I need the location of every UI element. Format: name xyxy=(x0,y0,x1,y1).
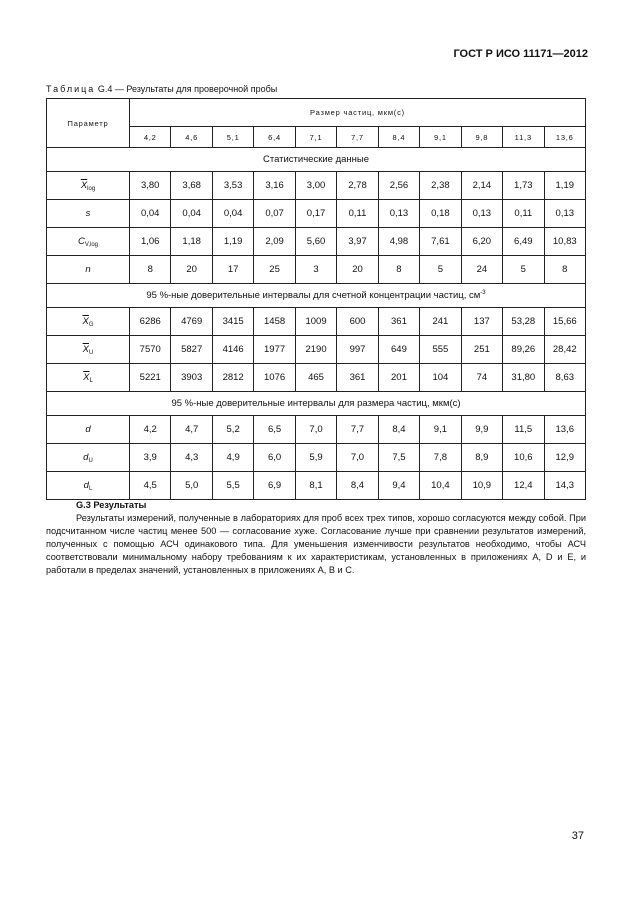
value-cell: 3,16 xyxy=(254,172,295,200)
param-cell xyxy=(47,364,130,392)
value-cell: 31,80 xyxy=(503,364,544,392)
param-symbol: $\overline{X}$ xyxy=(82,343,89,355)
value-cell: 11,5 xyxy=(503,416,544,444)
value-cell: 0,07 xyxy=(254,200,295,228)
param-cell xyxy=(47,444,130,472)
section-title-text: 95 %-ные доверительные интервалы для счетной концентрации частиц, см xyxy=(146,290,481,301)
value-cell: 201 xyxy=(378,364,419,392)
value-cell: 5,60 xyxy=(295,228,336,256)
size-cell: 7,7 xyxy=(337,127,378,148)
param-cell xyxy=(47,308,130,336)
value-cell: 7,5 xyxy=(378,444,419,472)
value-cell: 600 xyxy=(337,308,378,336)
value-cell: 7,8 xyxy=(420,444,461,472)
value-cell: 0,13 xyxy=(544,200,585,228)
value-cell: 8 xyxy=(378,256,419,284)
param-subscript: log xyxy=(87,185,96,192)
param-subscript: G xyxy=(88,321,94,328)
value-cell: 5,0 xyxy=(171,472,212,500)
value-cell: 251 xyxy=(461,336,502,364)
size-cell: 9,8 xyxy=(461,127,502,148)
caption-title: Результаты для проверочной пробы xyxy=(126,84,278,94)
value-cell: 5,9 xyxy=(295,444,336,472)
value-cell: 8,4 xyxy=(337,472,378,500)
value-cell: 0,04 xyxy=(130,200,171,228)
value-cell: 2,09 xyxy=(254,228,295,256)
param-cell xyxy=(47,416,130,444)
value-cell: 1009 xyxy=(295,308,336,336)
value-cell: 2,56 xyxy=(378,172,419,200)
value-cell: 7570 xyxy=(130,336,171,364)
size-cell: 9,1 xyxy=(420,127,461,148)
table-row xyxy=(47,336,586,364)
param-cell xyxy=(47,336,130,364)
value-cell: 465 xyxy=(295,364,336,392)
value-cell: 5221 xyxy=(130,364,171,392)
value-cell: 17 xyxy=(212,256,253,284)
value-cell: 4,9 xyxy=(212,444,253,472)
table-row xyxy=(47,444,586,472)
value-cell: 4,3 xyxy=(171,444,212,472)
table-row xyxy=(47,364,586,392)
value-cell: 3415 xyxy=(212,308,253,336)
value-cell: 10,4 xyxy=(420,472,461,500)
caption-label: Таблица xyxy=(46,84,96,94)
value-cell: 649 xyxy=(378,336,419,364)
value-cell: 3,9 xyxy=(130,444,171,472)
value-cell: 6,5 xyxy=(254,416,295,444)
page-number: 37 xyxy=(571,830,584,842)
param-cell xyxy=(47,200,130,228)
size-cell: 4,2 xyxy=(130,127,171,148)
value-cell: 2,14 xyxy=(461,172,502,200)
size-header: Размер частиц, мкм(с) xyxy=(130,99,586,127)
value-cell: 9,1 xyxy=(420,416,461,444)
results-table xyxy=(46,98,586,500)
value-cell: 8,63 xyxy=(544,364,585,392)
table-row xyxy=(47,308,586,336)
value-cell: 6,49 xyxy=(503,228,544,256)
value-cell: 6,20 xyxy=(461,228,502,256)
value-cell: 8,1 xyxy=(295,472,336,500)
value-cell: 6,0 xyxy=(254,444,295,472)
value-cell: 2,78 xyxy=(337,172,378,200)
value-cell: 0,11 xyxy=(337,200,378,228)
param-symbol: d xyxy=(85,424,91,435)
value-cell: 8 xyxy=(130,256,171,284)
section-title-text: 95 %-ные доверительные интервалы для размера частиц, мкм(с) xyxy=(171,398,461,409)
results-paragraph: Результаты измерений, полученные в лабораториях для проб всех трех типов, хорошо согласуются между собой. При подсчитанном числе частиц менее 500 — согласование хуже. Согласование лучше при сравнении результатов измерений, полученных с помощью АСЧ одинакового типа. Для уменьшения изменчивости результатов необходимо, чтобы АСЧ соответствовали минимальному набору требованиям к их характеристикам, установленных в приложениях А, D и Е, и работали в пределах значений, установленных в приложениях А, В и С. xyxy=(46,513,586,575)
value-cell: 10,6 xyxy=(503,444,544,472)
param-cell xyxy=(47,472,130,500)
value-cell: 997 xyxy=(337,336,378,364)
value-cell: 20 xyxy=(337,256,378,284)
table-row xyxy=(47,228,586,256)
table-row xyxy=(47,256,586,284)
section-title-text: Статистические данные xyxy=(262,154,370,165)
value-cell: 4,2 xyxy=(130,416,171,444)
value-cell: 12,9 xyxy=(544,444,585,472)
results-heading: G.3 Результаты xyxy=(76,500,147,510)
value-cell: 4769 xyxy=(171,308,212,336)
param-subscript: L xyxy=(89,377,93,384)
value-cell: 3,53 xyxy=(212,172,253,200)
param-header: Параметр xyxy=(47,99,130,148)
caption-number: G.4 xyxy=(97,84,113,94)
value-cell: 6,9 xyxy=(254,472,295,500)
table-row xyxy=(47,472,586,500)
value-cell: 5 xyxy=(503,256,544,284)
param-subscript: U xyxy=(89,349,94,356)
value-cell: 2812 xyxy=(212,364,253,392)
caption-dash: — xyxy=(114,84,124,94)
param-cell xyxy=(47,228,130,256)
value-cell: 9,9 xyxy=(461,416,502,444)
value-cell: 4146 xyxy=(212,336,253,364)
value-cell: 14,3 xyxy=(544,472,585,500)
value-cell: 137 xyxy=(461,308,502,336)
value-cell: 53,28 xyxy=(503,308,544,336)
value-cell: 1,19 xyxy=(544,172,585,200)
value-cell: 12,4 xyxy=(503,472,544,500)
param-cell xyxy=(47,172,130,200)
table-row xyxy=(47,200,586,228)
size-cell: 8,4 xyxy=(378,127,419,148)
value-cell: 0,13 xyxy=(378,200,419,228)
value-cell: 74 xyxy=(461,364,502,392)
param-symbol: $\overline{X}$ xyxy=(80,179,88,191)
value-cell: 24 xyxy=(461,256,502,284)
value-cell: 2190 xyxy=(295,336,336,364)
value-cell: 104 xyxy=(420,364,461,392)
value-cell: 4,5 xyxy=(130,472,171,500)
value-cell: 1,73 xyxy=(503,172,544,200)
table-row xyxy=(47,416,586,444)
value-cell: 3,00 xyxy=(295,172,336,200)
value-cell: 10,83 xyxy=(544,228,585,256)
value-cell: 1076 xyxy=(254,364,295,392)
value-cell: 0,11 xyxy=(503,200,544,228)
param-symbol: d xyxy=(83,479,89,491)
standard-header: ГОСТ Р ИСО 11171—2012 xyxy=(453,48,588,60)
value-cell: 1,06 xyxy=(130,228,171,256)
param-symbol: n xyxy=(85,264,91,275)
value-cell: 7,0 xyxy=(337,444,378,472)
value-cell: 3903 xyxy=(171,364,212,392)
table-caption xyxy=(46,84,277,94)
size-cell: 4,6 xyxy=(171,127,212,148)
value-cell: 89,26 xyxy=(503,336,544,364)
value-cell: 6286 xyxy=(130,308,171,336)
value-cell: 0,04 xyxy=(171,200,212,228)
section-title xyxy=(47,148,586,172)
size-cell: 11,3 xyxy=(503,127,544,148)
value-cell: 3,68 xyxy=(171,172,212,200)
value-cell: 5827 xyxy=(171,336,212,364)
value-cell: 5 xyxy=(420,256,461,284)
value-cell: 8,9 xyxy=(461,444,502,472)
value-cell: 28,42 xyxy=(544,336,585,364)
value-cell: 0,17 xyxy=(295,200,336,228)
value-cell: 13,6 xyxy=(544,416,585,444)
size-cell: 7,1 xyxy=(295,127,336,148)
param-symbol: $\overline{X}$ xyxy=(83,371,90,383)
value-cell: 9,4 xyxy=(378,472,419,500)
value-cell: 5,5 xyxy=(212,472,253,500)
value-cell: 555 xyxy=(420,336,461,364)
param-subscript: V,log xyxy=(84,241,98,248)
param-symbol: $\overline{X}$ xyxy=(82,315,89,327)
section-title xyxy=(47,284,586,308)
param-subscript: L xyxy=(88,485,93,492)
value-cell: 20 xyxy=(171,256,212,284)
param-cell xyxy=(47,256,130,284)
value-cell: 361 xyxy=(378,308,419,336)
value-cell: 1,18 xyxy=(171,228,212,256)
value-cell: 7,7 xyxy=(337,416,378,444)
results-section xyxy=(46,499,586,577)
value-cell: 7,61 xyxy=(420,228,461,256)
value-cell: 8,4 xyxy=(378,416,419,444)
size-cell: 13,6 xyxy=(544,127,585,148)
value-cell: 241 xyxy=(420,308,461,336)
value-cell: 0,13 xyxy=(461,200,502,228)
value-cell: 361 xyxy=(337,364,378,392)
size-cell: 6,4 xyxy=(254,127,295,148)
param-symbol: s xyxy=(85,208,91,219)
table-row xyxy=(47,172,586,200)
value-cell: 3,80 xyxy=(130,172,171,200)
value-cell: 25 xyxy=(254,256,295,284)
value-cell: 4,7 xyxy=(171,416,212,444)
value-cell: 4,98 xyxy=(378,228,419,256)
value-cell: 3 xyxy=(295,256,336,284)
value-cell: 1,19 xyxy=(212,228,253,256)
value-cell: 5,2 xyxy=(212,416,253,444)
section-title-sup: -3 xyxy=(480,290,486,296)
value-cell: 2,38 xyxy=(420,172,461,200)
section-title xyxy=(47,392,586,416)
value-cell: 1458 xyxy=(254,308,295,336)
param-symbol: d xyxy=(83,451,89,463)
value-cell: 3,97 xyxy=(337,228,378,256)
value-cell: 8 xyxy=(544,256,585,284)
value-cell: 0,04 xyxy=(212,200,253,228)
value-cell: 10,9 xyxy=(461,472,502,500)
size-cell: 5,1 xyxy=(212,127,253,148)
value-cell: 7,0 xyxy=(295,416,336,444)
value-cell: 1977 xyxy=(254,336,295,364)
param-symbol: C xyxy=(78,235,85,247)
param-subscript: U xyxy=(88,457,93,464)
value-cell: 0,18 xyxy=(420,200,461,228)
value-cell: 15,66 xyxy=(544,308,585,336)
